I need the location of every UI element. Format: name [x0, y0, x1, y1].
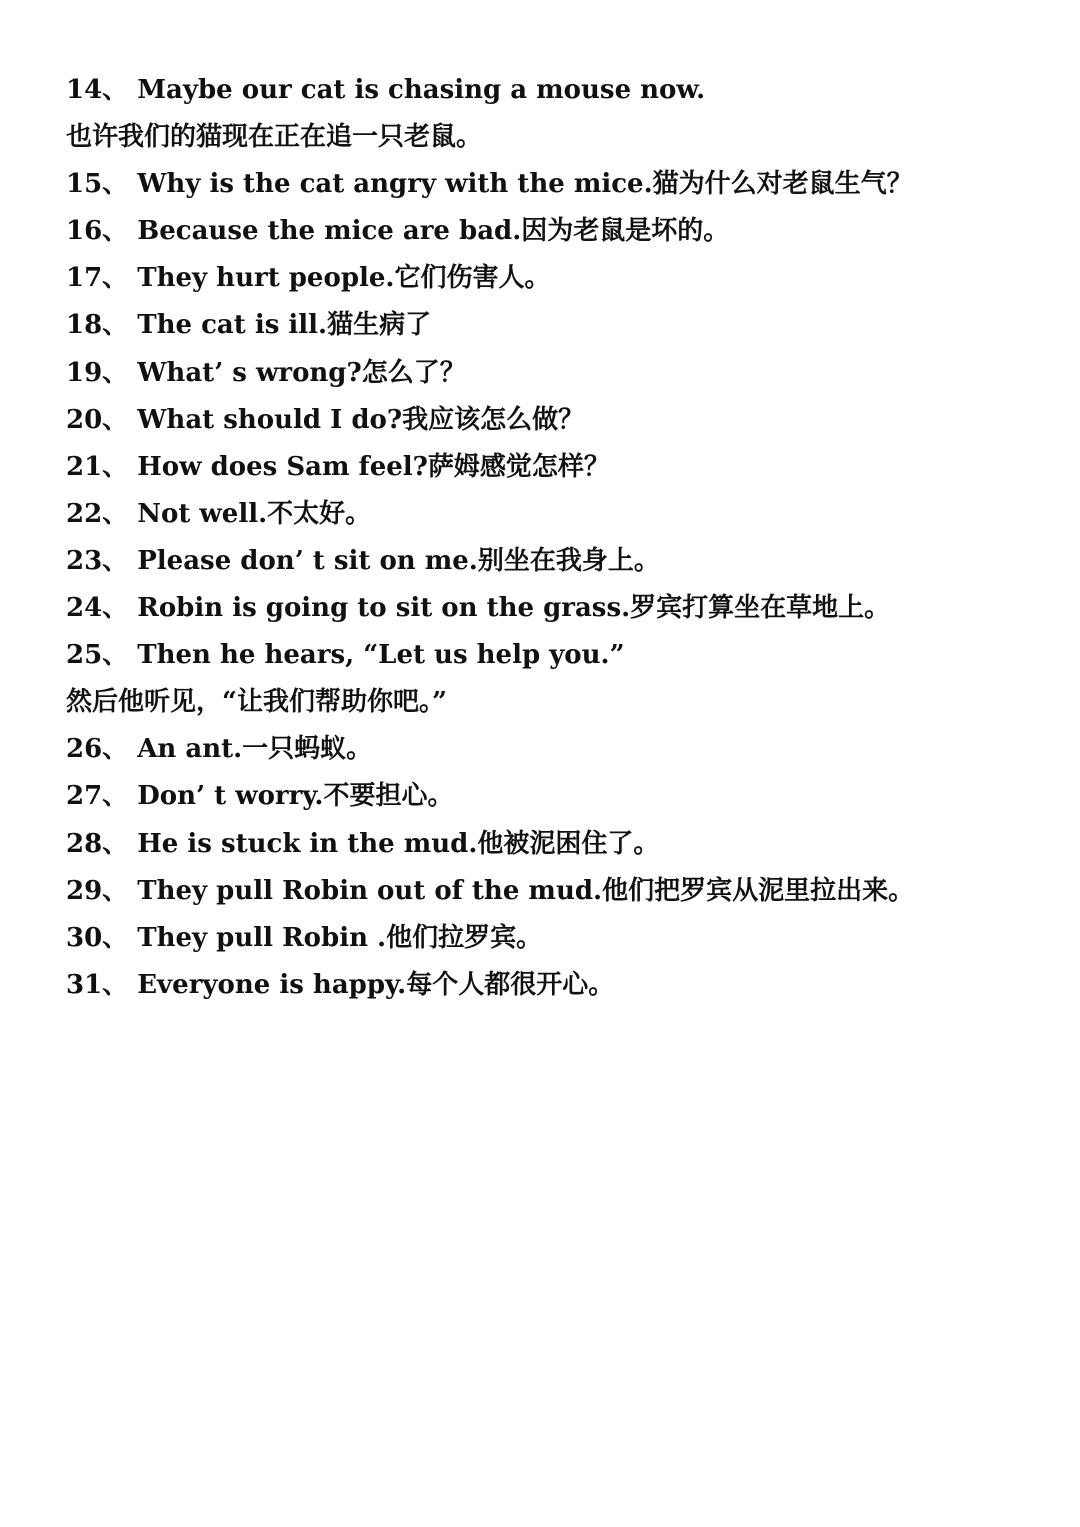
sentence-line: 29、 They pull Robin out of the mud.他们把罗宾从泥里拉出来。: [66, 875, 915, 906]
sentence-line: 27、 Don’ t worry.不要担心。: [66, 781, 454, 812]
sentence-line: 19、 What’ s wrong?怎么了？: [66, 357, 466, 388]
sentence-line: 14、 Maybe our cat is chasing a mouse now.: [66, 75, 706, 105]
sentence-line: 然后他听见，“让我们帮助你吧。”: [66, 687, 447, 718]
sentence-line: 25、 Then he hears, “Let us help you.”: [66, 640, 625, 671]
sentence-line: 22、 Not well.不太好。: [66, 498, 372, 529]
sentence-line: 28、 He is stuck in the mud.他被泥困住了。: [66, 828, 660, 859]
sentence-line: 30、 They pull Robin .他们拉罗宾。: [66, 922, 543, 953]
sentence-line: 也许我们的猫现在正在追一只老鼠。: [66, 122, 483, 153]
sentence-line: 26、 An ant.一只蚂蚁。: [66, 734, 373, 765]
sentence-line: 16、 Because the mice are bad.因为老鼠是坏的。: [66, 216, 730, 247]
sentence-line: 31、 Everyone is happy.每个人都很开心。: [66, 969, 615, 1000]
sentence-line: 21、 How does Sam feel?萨姆感觉怎样？: [66, 451, 610, 482]
sentence-line: 24、 Robin is going to sit on the grass.罗宾打算坐在草地上。: [66, 593, 891, 624]
sentence-line: 15、 Why is the cat angry with the mice.猫为什么对老鼠生气？: [66, 169, 913, 200]
sentence-line: 18、 The cat is ill.猫生病了: [66, 310, 432, 341]
sentence-line: 23、 Please don’ t sit on me.别坐在我身上。: [66, 545, 660, 576]
sentence-line: 17、 They hurt people.它们伤害人。: [66, 263, 551, 294]
sentence-list: [66, 67, 1056, 1009]
sentence-line: 20、 What should I do?我应该怎么做？: [66, 404, 585, 435]
